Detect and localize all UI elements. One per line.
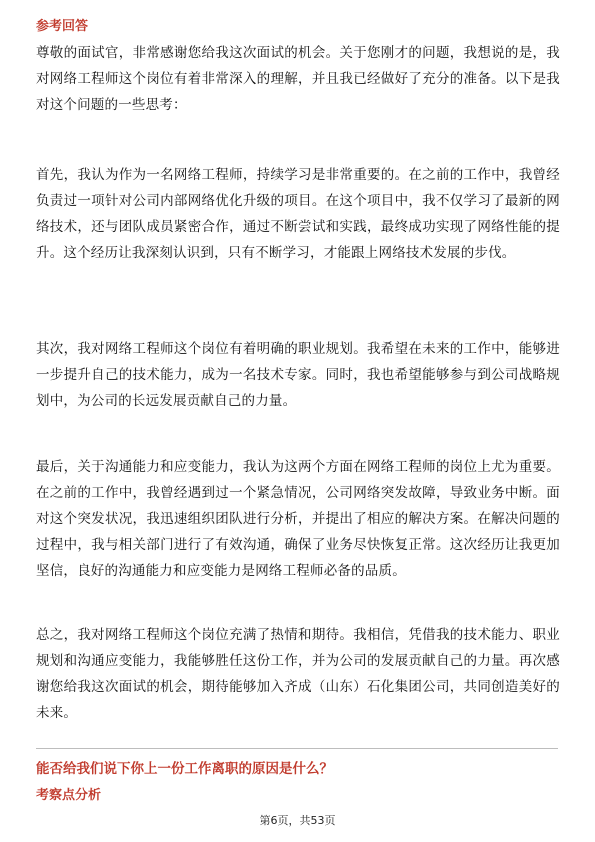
answer-paragraph-career-plan: 其次，我对网络工程师这个岗位有着明确的职业规划。我希望在未来的工作中，能够进一步提升自己的技术能力，成为一名技术专家。同时，我也希望能够参与到公司战略规划中，为公司的长远发展贡献自己的力量。 xyxy=(36,341,560,409)
page-number-footer: 第6页，共53页 xyxy=(259,814,336,827)
answer-paragraph-conclusion: 总之，我对网络工程师这个岗位充满了热情和期待。我相信，凭借我的技术能力、职业规划和沟通应变能力，我能够胜任这份工作，并为公司的发展贡献自己的力量。再次感谢您给我这次面试的机会，期待能够加入齐成（山东）石化集团公司，共同创造美好的未来。 xyxy=(36,627,560,721)
analysis-heading: 考察点分析 xyxy=(36,788,102,803)
answer-heading: 参考回答 xyxy=(36,19,89,34)
section-divider xyxy=(36,748,558,749)
next-question-title: 能否给我们说下你上一份工作离职的原因是什么？ xyxy=(36,761,333,777)
answer-paragraph-intro: 尊敬的面试官，非常感谢您给我这次面试的机会。关于您刚才的问题，我想说的是，我对网络工程师这个岗位有着非常深入的理解，并且我已经做好了充分的准备。以下是我对这个问题的一些思考： xyxy=(36,45,560,113)
answer-paragraph-communication: 最后，关于沟通能力和应变能力，我认为这两个方面在网络工程师的岗位上尤为重要。在之前的工作中，我曾经遇到过一个紧急情况，公司网络突发故障，导致业务中断。面对这个突发状况，我迅速组织团队进行分析，并提出了相应的解决方案。在解决问题的过程中，我与相关部门进行了有效沟通，确保了业务尽快恢复正常。这次经历让我更加坚信，良好的沟通能力和应变能力是网络工程师必备的品质。 xyxy=(36,459,560,579)
answer-paragraph-learning: 首先，我认为作为一名网络工程师，持续学习是非常重要的。在之前的工作中，我曾经负责过一项针对公司内部网络优化升级的项目。在这个项目中，我不仅学习了最新的网络技术，还与团队成员紧密合作，通过不断尝试和实践，最终成功实现了网络性能的提升。这个经历让我深刻认识到，只有不断学习，才能跟上网络技术发展的步伐。 xyxy=(36,167,560,261)
